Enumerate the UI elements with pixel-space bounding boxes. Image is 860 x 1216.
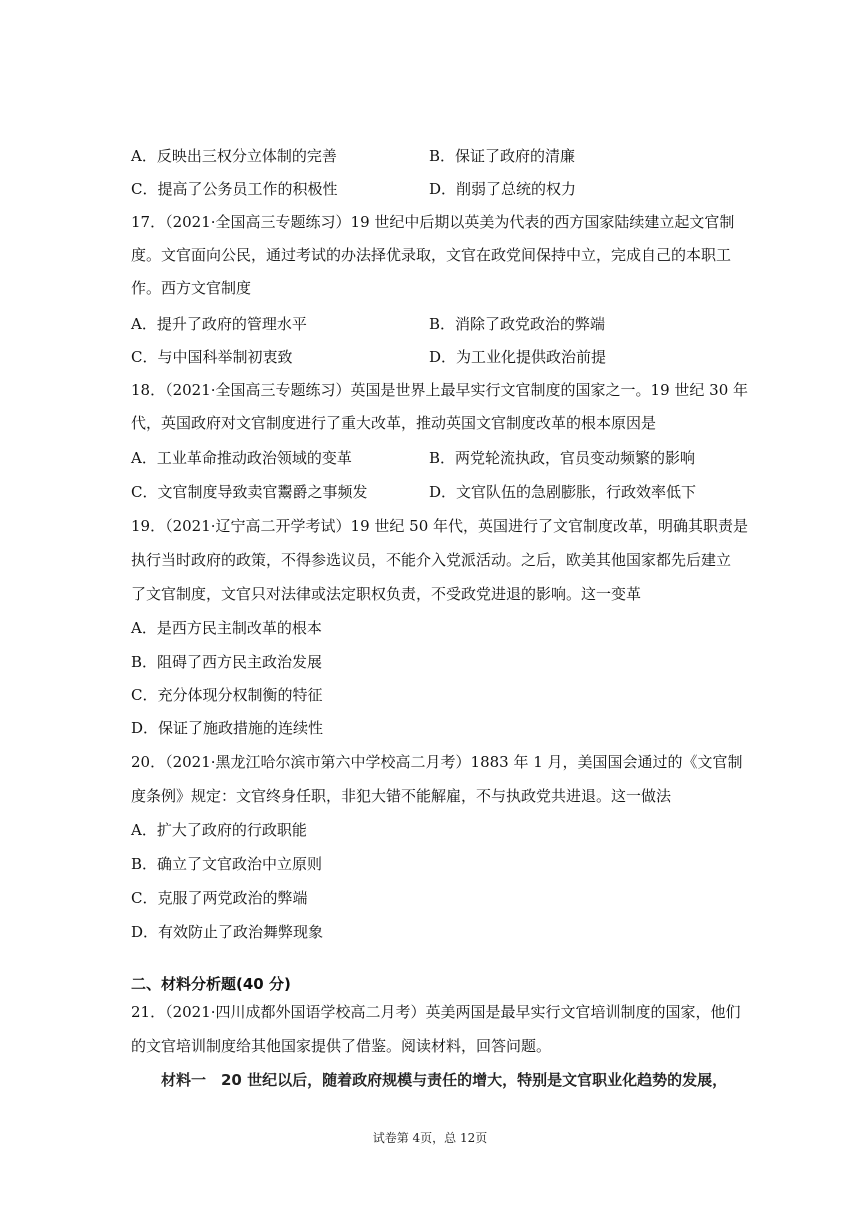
q18-option-d: D．文官队伍的急剧膨胀，行政效率低下 (429, 483, 697, 501)
q20-stem-line1: 20．（2021·黑龙江哈尔滨市第六中学校高二月考）1883 年 1 月，美国国会通过的《文官制 (131, 753, 743, 771)
q17-stem-line2: 度。文官面向公民，通过考试的办法择优录取，文官在政党间保持中立，完成自己的本职工 (131, 246, 732, 264)
q18-stem-line1: 18．（2021·全国高三专题练习）英国是世界上最早实行文官制度的国家之一。19 世纪 30 年 (131, 381, 749, 399)
q16-option-b: B．保证了政府的清廉 (429, 147, 576, 165)
q20-option-c: C．克服了两党政治的弊端 (131, 889, 308, 907)
q17-option-d: D．为工业化提供政治前提 (429, 348, 607, 366)
q19-stem-line1: 19．（2021·辽宁高二开学考试）19 世纪 50 年代，英国进行了文官制度改革，明确其职责是 (131, 517, 749, 535)
q18-stem-line2: 代，英国政府对文官制度进行了重大改革，推动英国文官制度改革的根本原因是 (131, 414, 657, 432)
q21-stem-line2: 的文官培训制度给其他国家提供了借鉴。阅读材料，回答问题。 (131, 1037, 552, 1055)
q19-option-c: C．充分体现分权制衡的特征 (131, 686, 323, 704)
q17-option-b: B．消除了政党政治的弊端 (429, 315, 606, 333)
q19-option-a: A．是西方民主制改革的根本 (131, 619, 322, 637)
q20-option-d: D．有效防止了政治舞弊现象 (131, 923, 324, 941)
section-heading: 二、材料分析题(40 分) (131, 975, 291, 993)
q18-option-c: C．文官制度导致卖官鬻爵之事频发 (131, 483, 368, 501)
q19-option-b: B．阻碍了西方民主政治发展 (131, 653, 323, 671)
page-footer: 试卷第 4页，总 12页 (372, 1131, 488, 1145)
q18-option-a: A．工业革命推动政治领域的变革 (131, 449, 352, 467)
q16-option-c: C．提高了公务员工作的积极性 (131, 180, 338, 198)
q19-stem-line3: 了文官制度，文官只对法律或法定职权负责，不受政党进退的影响。这一变革 (131, 585, 642, 603)
q17-stem-line1: 17．（2021·全国高三专题练习）19 世纪中后期以英美为代表的西方国家陆续建立起文官制 (131, 213, 735, 231)
q17-stem-line3: 作。西方文官制度 (131, 279, 252, 297)
q20-option-b: B．确立了文官政治中立原则 (131, 855, 323, 873)
q20-option-a: A．扩大了政府的行政职能 (131, 821, 307, 839)
q16-option-a: A．反映出三权分立体制的完善 (131, 147, 337, 165)
q19-option-d: D．保证了施政措施的连续性 (131, 719, 324, 737)
q17-option-c: C．与中国科举制初衷致 (131, 348, 293, 366)
q17-option-a: A．提升了政府的管理水平 (131, 315, 307, 333)
q19-stem-line2: 执行当时政府的政策，不得参选议员，不能介入党派活动。之后，欧美其他国家都先后建立 (131, 551, 732, 569)
q16-option-d: D．削弱了总统的权力 (429, 180, 577, 198)
q18-option-b: B．两党轮流执政，官员变动频繁的影响 (429, 449, 696, 467)
q20-stem-line2: 度条例》规定：文官终身任职，非犯大错不能解雇，不与执政党共进退。这一做法 (131, 787, 672, 805)
q21-stem-line1: 21．（2021·四川成都外国语学校高二月考）英美两国是最早实行文官培训制度的国家，他们 (131, 1003, 741, 1021)
q21-material-1: 材料一 20 世纪以后，随着政府规模与责任的增大，特别是文官职业化趋势的发展， (161, 1071, 728, 1089)
